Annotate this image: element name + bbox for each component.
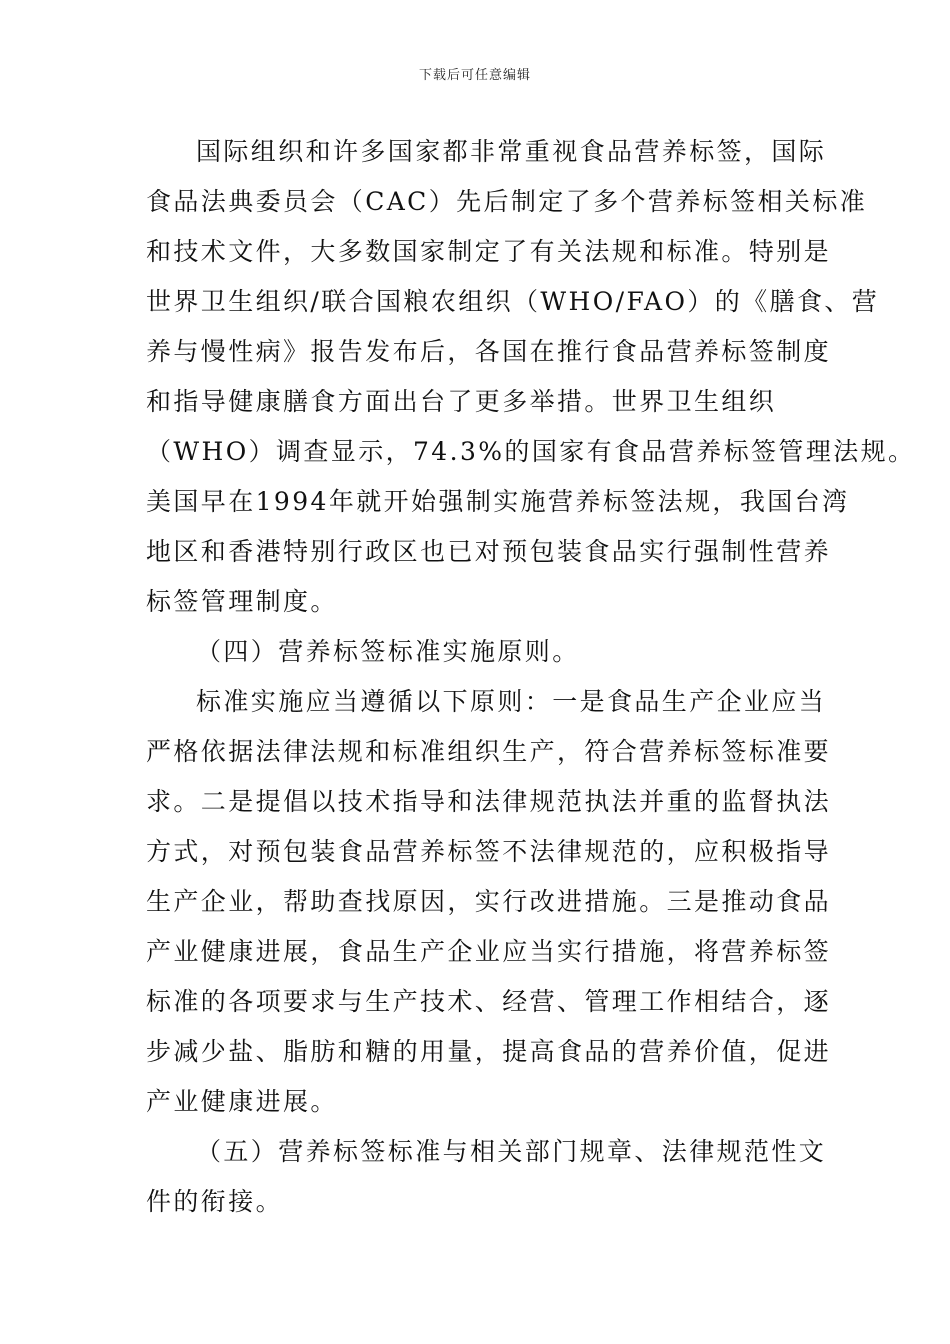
text-line: 标准实施应当遵循以下原则：一是食品生产企业应当 [196,687,827,716]
text-line: 和指导健康膳食方面出台了更多举措。世界卫生组织 [146,387,777,416]
text-line: 世界卫生组织/联合国粮农组织（WHO/FAO）的《膳食、营 [146,287,880,316]
section-heading: （五）营养标签标准与相关部门规章、法律规范性文 [196,1137,827,1166]
text-line: 标准的各项要求与生产技术、经营、管理工作相结合，逐 [146,987,832,1016]
text-line: 国际组织和许多国家都非常重视食品营养标签，国际 [196,137,827,166]
page-header: 下载后可任意编辑 [418,68,531,83]
text-line: 求。二是提倡以技术指导和法律规范执法并重的监督执法 [146,787,832,816]
text-line: 标签管理制度。 [146,587,338,616]
text-line: 件的衔接。 [146,1187,284,1216]
text-line: 养与慢性病》报告发布后，各国在推行食品营养标签制度 [146,337,832,366]
text-line: 地区和香港特别行政区也已对预包装食品实行强制性营养 [146,537,832,566]
text-line: 和技术文件，大多数国家制定了有关法规和标准。特别是 [146,237,832,266]
text-line: 生产企业，帮助查找原因，实行改进措施。三是推动食品 [146,887,832,916]
text-line: 方式，对预包装食品营养标签不法律规范的，应积极指导 [146,837,832,866]
document-body [146,127,916,1227]
text-line: 食品法典委员会（CAC）先后制定了多个营养标签相关标准 [146,187,868,216]
text-line: 产业健康进展，食品生产企业应当实行措施，将营养标签 [146,937,832,966]
text-line: 产业健康进展。 [146,1087,338,1116]
text-line: 严格依据法律法规和标准组织生产，符合营养标签标准要 [146,737,832,766]
section-heading: （四）营养标签标准实施原则。 [196,637,580,666]
text-line: 步减少盐、脂肪和糖的用量，提高食品的营养价值，促进 [146,1037,832,1066]
text-line: 美国早在1994年就开始强制实施营养标签法规，我国台湾 [146,487,850,516]
text-line: （WHO）调查显示，74.3%的国家有食品营养标签管理法规。 [146,437,916,466]
